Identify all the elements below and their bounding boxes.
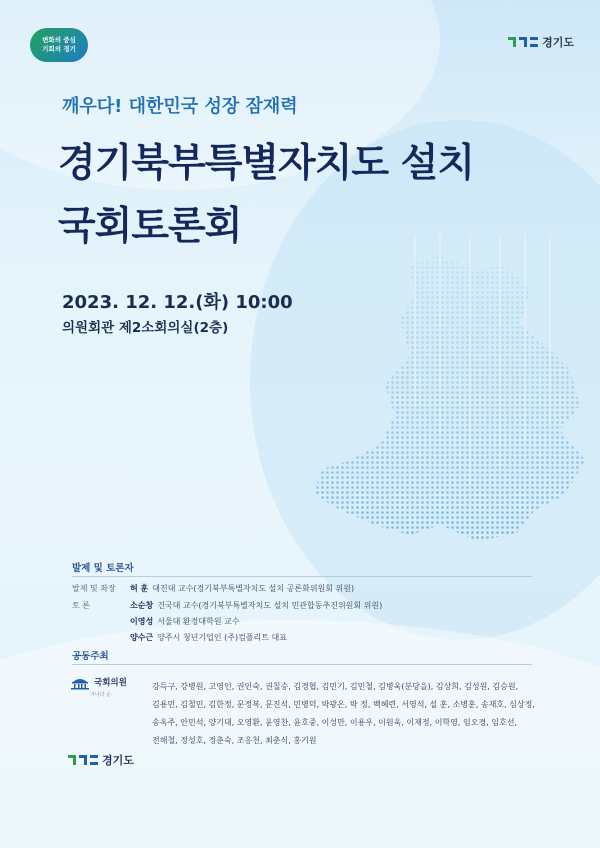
speaker-name: 허 훈 [130,584,149,593]
assembly-sub: 가나다 순 [90,692,111,698]
speaker-affiliation: 건국대 교수(경기북부특별자치도 설치 민관합동추진위원회 위원) [157,601,383,610]
speaker-name: 이영성 [130,617,154,626]
national-assembly-label [70,676,127,690]
logo-text: 경기도 [542,36,574,49]
badge-line2: 기회의 경기 [42,45,76,53]
speaker-role: 발제 및 좌장 [72,584,116,593]
gyeonggi-logo-icon [68,754,98,766]
speaker-role [72,616,130,627]
event-datetime: 2023. 12. 12.(화) 10:00 [62,292,293,313]
gyeonggi-dotted-map [290,235,600,575]
divider [72,576,532,577]
speaker-affiliation: 서울대 환경대학원 교수 [157,617,240,626]
speaker-row [72,583,354,594]
speaker-row [72,600,382,611]
speakers-heading: 발제 및 토론자 [72,563,134,574]
badge-line1: 변화의 중심 [42,36,76,44]
divider [72,664,532,665]
speaker-affiliation: 양주시 청년기업인 (주)컴플리트 대표 [157,633,287,642]
speaker-name: 양수근 [130,633,154,642]
tagline: 깨우다! 대한민국 성장 잠재력 [62,96,298,117]
logo-text: 경기도 [102,754,134,767]
slogan-badge [30,28,88,62]
speaker-row [72,632,287,643]
speaker-row [72,616,240,627]
member-list: 강득구, 강병원, 고영인, 권인숙, 권칠승, 김경협, 김민기, 김민철, 김병욱(분당을), 김상희, 김성원, 김승원, 김용민, 김철민, 김한정, 문정복, 문진석, 민병덕, 박광온, 박 정, 백혜련, 서영석, 설 훈, 소병훈, 송재호, 심상정, 송옥주, 안민석, 양기대, 오영환, 윤영찬, 윤호중, 이성만, 이용우, 이원욱, 이재정, 이학영, 임오경, 임호선, 전해철, 정성호, 정춘숙, 조응천, 최춘식, 홍기원 [152,682,535,745]
assembly-text: 국회의원 [94,678,127,688]
speaker-name: 소순창 [130,601,154,610]
speaker-affiliation: 대진대 교수(경기북부특별자치도 설치 공론화위원회 위원) [152,584,355,593]
title-line1: 경기북부특별자치도 설치 [58,141,474,186]
speaker-role [72,632,130,643]
event-venue: 의원회관 제2소회의실(2층) [62,320,229,336]
national-assembly-icon [70,676,90,690]
title-line2: 국회토론회 [58,204,242,249]
gyeonggi-logo-bottom [68,752,134,768]
gyeonggi-logo-icon [508,36,538,48]
speaker-role: 토 론 [72,601,90,610]
gyeonggi-logo-top [508,34,574,50]
hosts-heading: 공동주최 [72,651,109,662]
